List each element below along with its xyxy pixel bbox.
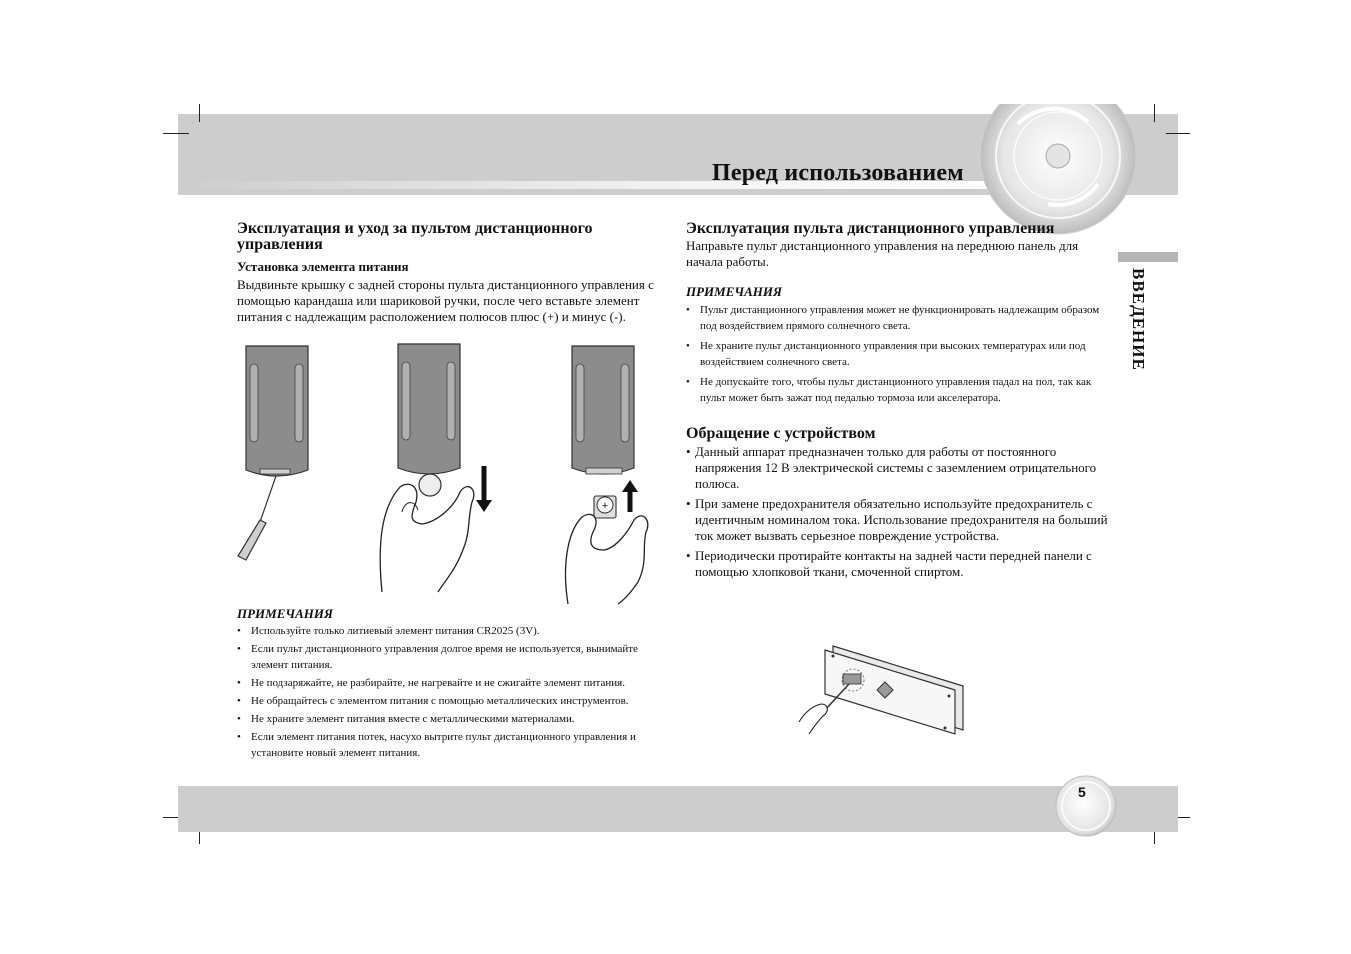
right-notes-title: ПРИМЕЧАНИЯ <box>686 284 782 299</box>
left-subheading: Установка элемента питания <box>237 259 409 274</box>
crop-mark <box>199 104 200 122</box>
remote-back-3 <box>566 346 648 604</box>
right-paragraph: Направьте пульт дистанционного управления на переднюю панель для начала работы. <box>686 238 1079 269</box>
footer-band <box>178 786 1178 832</box>
handling-bullet: • Периодически протирайте контакты на задней части передней панели с помощью хлопковой ткани, смоченной спиртом. <box>686 548 1112 580</box>
left-notes <box>237 606 677 763</box>
right-section <box>686 221 1112 584</box>
side-tab-bar <box>1118 252 1178 262</box>
remote-back-2 <box>380 344 492 592</box>
left-section <box>237 221 657 325</box>
note-item: • Если элемент питания потек, насухо вытрите пульт дистанционного управления и установите новый элемент питания. <box>237 729 677 761</box>
front-panel-illustration <box>795 640 975 740</box>
right-heading: Эксплуатация пульта дистанционного управления <box>686 220 1055 237</box>
note-item: • Не обращайтесь с элементом питания с помощью металлических инструментов. <box>237 693 677 709</box>
battery-plus-sign: + <box>601 500 609 512</box>
crop-mark <box>1166 133 1190 134</box>
battery-illustration <box>232 342 662 610</box>
handling-bullet: • При замене предохранителя обязательно используйте предохранитель с идентичным номиналом тока. Использование предохранителя на больший ток может вызвать серьезное повреждение устройства. <box>686 496 1112 544</box>
note-item: • Если пульт дистанционного управления долгое время не используется, вынимайте элемент питания. <box>237 641 677 673</box>
note-item: • Не храните пульт дистанционного управления при высоких температурах или под воздействием солнечного света. <box>686 338 1112 370</box>
left-heading: Эксплуатация и уход за пультом дистанционного управления <box>237 220 593 253</box>
left-paragraph: Выдвиньте крышку с задней стороны пульта дистанционного управления с помощью карандаша или шариковой ручки, после чего вставьте элемент питания с надлежащим расположением полюсов плюс (+) и минус (-). <box>237 277 654 324</box>
note-item: • Не допускайте того, чтобы пульт дистанционного управления падал на пол, так как пульт может быть зажат под педалью тормоза или акселератора. <box>686 374 1112 406</box>
page-title: Перед использованием <box>712 160 964 186</box>
note-item: • Используйте только литиевый элемент питания CR2025 (3V). <box>237 623 677 639</box>
page-number-disc <box>1054 774 1124 838</box>
left-notes-title: ПРИМЕЧАНИЯ <box>237 606 333 621</box>
remote-back-1 <box>238 346 308 560</box>
note-item: • Не подзаряжайте, не разбирайте, не нагревайте и не сжигайте элемент питания. <box>237 675 677 691</box>
note-item: • Пульт дистанционного управления может не функционировать надлежащим образом под воздействием прямого солнечного света. <box>686 302 1112 334</box>
crop-mark <box>163 133 189 134</box>
side-tab-label: ВВЕДЕНИЕ <box>1129 268 1148 371</box>
device-handling-heading: Обращение с устройством <box>686 425 876 442</box>
page-number: 5 <box>1078 784 1086 800</box>
crop-mark <box>1154 104 1155 122</box>
handling-bullet: • Данный аппарат предназначен только для работы от постоянного напряжения 12 В электрической системы с заземлением отрицательного полюса. <box>686 444 1112 492</box>
note-item: • Не храните элемент питания вместе с металлическими материалами. <box>237 711 677 727</box>
